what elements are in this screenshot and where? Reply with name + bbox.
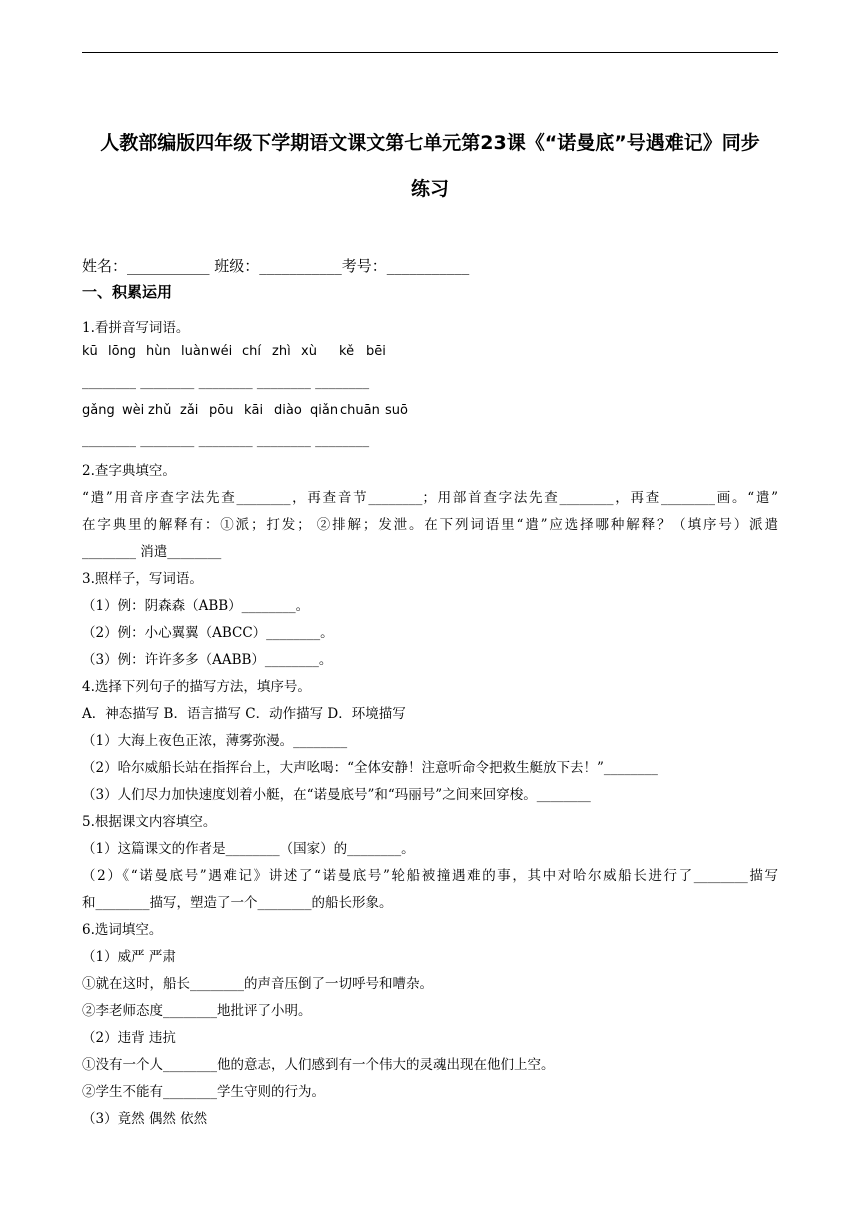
pinyin-syllable: lōng bbox=[108, 344, 137, 359]
q6-line: （3）竟然 偶然 依然 bbox=[82, 1111, 208, 1127]
q1-answer-blanks-row2: ________ ________ ________ ________ ________ bbox=[82, 432, 370, 448]
q3-item: （2）例：小心翼翼（ABCC）________。 bbox=[82, 625, 334, 641]
q6-prompt: 6.选词填空。 bbox=[82, 922, 163, 938]
pinyin-syllable: kāi bbox=[244, 403, 264, 418]
pinyin-syllable: zhǔ bbox=[148, 403, 172, 418]
q2-text-line2: 在字典里的解释有：①派；打发； ②排解；发泄。在下列词语里“遣”应选择哪种解释？（填序号）派遣 bbox=[82, 517, 778, 533]
pinyin-syllable: wèi bbox=[122, 403, 145, 418]
student-info-line: 姓名：___________ 班级：___________考号：___________ bbox=[82, 257, 470, 275]
q5-item1: （1）这篇课文的作者是________（国家）的________。 bbox=[82, 841, 415, 857]
q3-item: （1）例：阴森森（ABB）________。 bbox=[82, 598, 310, 614]
document-title-line2: 练习 bbox=[410, 178, 449, 200]
q5-item2-line1: （2）《“诺曼底号”遇难记》讲述了“诺曼底号”轮船被撞遇难的事，其中对哈尔威船长进行了________描写 bbox=[82, 868, 778, 884]
top-rule bbox=[82, 52, 778, 53]
q4-item: （3）人们尽力加快速度划着小艇，在“诺曼底号”和“玛丽号”之间来回穿梭。________ bbox=[82, 787, 591, 803]
pinyin-syllable: kū bbox=[82, 344, 98, 359]
q6-line: （2）违背 违抗 bbox=[82, 1030, 176, 1046]
pinyin-syllable: diào bbox=[274, 403, 302, 418]
pinyin-syllable: bēi bbox=[366, 344, 386, 359]
pinyin-syllable: kě bbox=[339, 344, 355, 359]
pinyin-row-1 bbox=[82, 344, 778, 362]
pinyin-syllable: xù bbox=[301, 344, 317, 359]
section-heading: 一、积累运用 bbox=[82, 283, 173, 301]
pinyin-syllable: hùn bbox=[146, 344, 171, 359]
q4-item: （2）哈尔威船长站在指挥台上，大声吆喝：“全体安静！注意听命令把救生艇放下去！”________ bbox=[82, 760, 658, 776]
q6-line: ②李老师态度________地批评了小明。 bbox=[82, 1003, 312, 1019]
q4-prompt: 4.选择下列句子的描写方法，填序号。 bbox=[82, 679, 311, 695]
pinyin-syllable: zǎi bbox=[180, 403, 199, 418]
pinyin-syllable: chuān bbox=[340, 403, 380, 418]
q6-line: （1）威严 严肃 bbox=[82, 949, 176, 965]
q2-prompt: 2.查字典填空。 bbox=[82, 463, 176, 479]
pinyin-syllable: zhì bbox=[272, 344, 291, 359]
q2-text-line3: ________ 消遣________ bbox=[82, 544, 222, 560]
pinyin-syllable: pōu bbox=[209, 403, 234, 418]
pinyin-row-2 bbox=[82, 403, 778, 421]
q1-prompt: 1.看拼音写词语。 bbox=[82, 320, 190, 336]
q4-item: （1）大海上夜色正浓，薄雾弥漫。________ bbox=[82, 733, 348, 749]
q6-line: ①就在这时，船长________的声音压倒了一切呼号和嘈杂。 bbox=[82, 976, 433, 992]
document-title-line1: 人教部编版四年级下学期语文课文第七单元第23课《“诺曼底”号遇难记》同步 bbox=[100, 132, 760, 154]
pinyin-syllable: luàn bbox=[181, 344, 210, 359]
pinyin-syllable: wéi bbox=[210, 344, 233, 359]
q2-text-line1: “遣”用音序查字法先查________，再查音节________；用部首查字法先查________，再查________画。“遣” bbox=[82, 490, 778, 506]
pinyin-syllable: chí bbox=[242, 344, 261, 359]
pinyin-syllable: suō bbox=[385, 403, 408, 418]
q5-item2-line2: 和________描写，塑造了一个________的船长形象。 bbox=[82, 895, 393, 911]
pinyin-syllable: gǎng bbox=[82, 403, 115, 418]
q6-line: ①没有一个人________他的意志，人们感到有一个伟大的灵魂出现在他们上空。 bbox=[82, 1057, 555, 1073]
q4-options: A．神态描写 B．语言描写 C．动作描写 D．环境描写 bbox=[82, 706, 406, 722]
q5-prompt: 5.根据课文内容填空。 bbox=[82, 814, 217, 830]
q6-line: ②学生不能有________学生守则的行为。 bbox=[82, 1084, 325, 1100]
pinyin-syllable: qiǎn bbox=[310, 403, 339, 418]
q1-answer-blanks-row1: ________ ________ ________ ________ ________ bbox=[82, 374, 370, 390]
q3-item: （3）例：许许多多（AABB）________。 bbox=[82, 652, 333, 668]
q3-prompt: 3.照样子，写词语。 bbox=[82, 571, 203, 587]
